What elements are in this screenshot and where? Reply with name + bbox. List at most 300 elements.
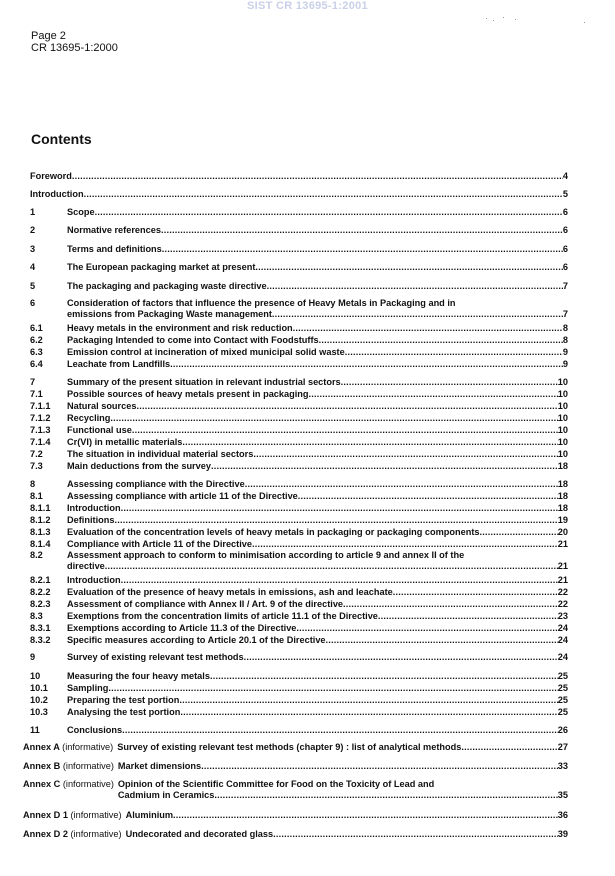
toc-entry-body — [67, 599, 568, 610]
toc-entry[interactable] — [30, 479, 568, 490]
toc-entry-line — [67, 683, 568, 694]
annex-label: Annex D 1 — [23, 810, 68, 820]
toc-entry-line — [67, 335, 568, 346]
toc-entry-body — [67, 527, 568, 538]
toc-entry-line — [67, 587, 568, 598]
toc-entry[interactable] — [30, 539, 568, 550]
scan-speck — [515, 19, 516, 20]
toc-leader-dots — [210, 671, 558, 682]
toc-entry[interactable] — [30, 347, 568, 358]
toc-entry-title: Main deductions from the survey — [67, 461, 211, 471]
toc-entry-body — [30, 171, 568, 182]
toc-entry-body — [67, 635, 568, 646]
toc-section-number: 6 — [30, 298, 36, 308]
toc-entry-line — [30, 189, 568, 200]
toc-entry-line — [67, 437, 568, 448]
toc-entry-title: Opinion of the Scientific Committee for Food on the Toxicity of Lead and — [117, 779, 435, 789]
toc-leader-dots — [244, 652, 558, 663]
toc-entry-body — [67, 515, 568, 526]
scan-speck — [493, 20, 494, 21]
toc-page-number: 7 — [562, 308, 568, 319]
toc-leader-dots — [114, 515, 557, 526]
toc-entry[interactable] — [30, 707, 568, 718]
toc-leader-dots — [214, 790, 557, 801]
toc-entry-line — [126, 810, 568, 821]
toc-section-number: 1 — [30, 207, 36, 217]
toc-page-number: 5 — [562, 189, 568, 199]
toc-entry-title: Introduction — [67, 575, 121, 585]
toc-leader-dots — [267, 281, 563, 292]
toc-entry-title: Heavy metals in the environment and risk reduction — [67, 323, 293, 333]
toc-page-number: 18 — [557, 479, 568, 489]
toc-entry[interactable] — [30, 207, 568, 218]
toc-entry[interactable] — [30, 515, 568, 526]
toc-leader-dots — [298, 491, 558, 502]
toc-leader-dots — [252, 539, 558, 550]
toc-entry-title: Conclusions — [67, 725, 123, 735]
toc-entry-title: Sampling — [67, 683, 109, 693]
toc-entry[interactable] — [30, 335, 568, 346]
toc-entry-line — [67, 359, 568, 370]
toc-entry-body — [67, 389, 568, 400]
toc-page-number: 10 — [557, 413, 568, 423]
toc-section-number: 10 — [30, 671, 41, 681]
annex-label: Annex D 2 — [23, 829, 68, 839]
toc-page-number: 24 — [557, 652, 568, 662]
annex-label-group — [23, 761, 114, 772]
toc-entry[interactable] — [30, 323, 568, 334]
toc-entry-line — [67, 262, 568, 273]
scan-speck — [486, 18, 487, 19]
toc-entry-body — [67, 207, 568, 218]
toc-entry[interactable] — [30, 389, 568, 400]
toc-entry[interactable] — [30, 491, 568, 502]
toc-entry-title: The situation in individual material sectors — [67, 449, 254, 459]
toc-entry-title: Functional use — [67, 425, 132, 435]
toc-section-number: 10.3 — [30, 707, 48, 717]
toc-entry-title: Preparing the test portion — [67, 695, 180, 705]
toc-leader-dots — [272, 309, 563, 320]
toc-entry-line — [67, 281, 568, 292]
toc-leader-dots — [121, 575, 558, 586]
toc-section-number: 11 — [30, 725, 40, 735]
toc-leader-dots — [173, 810, 558, 821]
toc-page-number: 26 — [557, 725, 568, 735]
toc-entry-line — [67, 575, 568, 586]
toc-entry-body — [67, 623, 568, 634]
toc-entry-line — [67, 527, 568, 538]
toc-entry-line — [67, 623, 568, 634]
toc-entry-title: Recycling — [67, 413, 111, 423]
toc-entry-body — [67, 323, 568, 334]
toc-section-number: 10.1 — [30, 683, 48, 693]
toc-entry-title: Evaluation of the presence of heavy metals in emissions, ash and leachate — [67, 587, 393, 597]
toc-leader-dots — [255, 262, 562, 273]
toc-entry-line — [67, 611, 568, 622]
toc-entry-body — [118, 761, 568, 772]
toc-entry-title: Survey of existing relevant test methods — [67, 652, 244, 662]
toc-entry-title: Evaluation of the concentration levels of heavy metals in packaging or packaging components — [67, 527, 480, 537]
toc-leader-dots — [179, 695, 557, 706]
toc-entry-body — [67, 683, 568, 694]
toc-section-number: 8.2.1 — [30, 575, 51, 585]
toc-page-number: 25 — [557, 707, 568, 717]
toc-entry-body — [117, 742, 568, 753]
annex-type: (informative) — [62, 761, 114, 771]
page-number: Page 2 — [31, 30, 66, 42]
toc-entry[interactable] — [30, 359, 568, 370]
toc-section-number: 8.3.2 — [30, 635, 51, 645]
toc-entry[interactable] — [30, 189, 568, 200]
toc-entry-line — [67, 561, 568, 572]
toc-leader-dots — [378, 611, 558, 622]
toc-entry-body — [30, 189, 568, 200]
toc-section-number: 2 — [30, 225, 36, 235]
toc-entry-body — [67, 449, 568, 460]
toc-entry-line — [67, 635, 568, 646]
toc-entry-body — [67, 652, 568, 663]
document-id: CR 13695-1:2000 — [31, 42, 118, 54]
toc-page-number: 25 — [557, 671, 568, 681]
toc-entry-title: Cadmium in Ceramics — [117, 789, 215, 800]
toc-entry-body — [67, 437, 568, 448]
toc-page-number: 25 — [557, 695, 568, 705]
toc-entry-line — [30, 171, 568, 182]
toc-entry-line — [67, 425, 568, 436]
toc-page-number: 39 — [557, 829, 568, 839]
toc-entry[interactable] — [30, 401, 568, 412]
toc-entry[interactable] — [30, 623, 568, 634]
toc-section-number: 8.3 — [30, 611, 43, 621]
toc-entry-line — [67, 695, 568, 706]
toc-entry-body — [67, 425, 568, 436]
toc-section-number: 8.2.3 — [30, 599, 51, 609]
toc-page-number: 27 — [557, 742, 568, 752]
toc-section-number: 8.2 — [30, 550, 43, 560]
toc-entry[interactable] — [30, 652, 568, 663]
toc-entry-title: Exemptions according to Article 11.3 of the Directive — [67, 623, 297, 633]
toc-entry-line — [67, 599, 568, 610]
toc-entry[interactable] — [30, 171, 568, 182]
toc-page-number: 35 — [557, 789, 568, 800]
toc-leader-dots — [309, 389, 558, 400]
toc-entry[interactable] — [30, 599, 568, 610]
toc-page-number: 8 — [562, 323, 568, 333]
toc-page-number: 10 — [557, 389, 568, 399]
toc-entry[interactable] — [30, 527, 568, 538]
toc-page-number: 18 — [557, 503, 568, 513]
toc-entry[interactable] — [30, 695, 568, 706]
toc-entry-line — [118, 761, 568, 772]
toc-leader-dots — [121, 503, 558, 514]
toc-entry-title: Emission control at incineration of mixed municipal solid waste — [67, 347, 345, 357]
toc-annex-entry[interactable] — [23, 742, 568, 753]
toc-entry[interactable] — [30, 635, 568, 646]
toc-entry-body — [67, 695, 568, 706]
toc-section-number: 6.4 — [30, 359, 43, 369]
toc-leader-dots — [480, 527, 558, 538]
toc-section-number: 8.1.3 — [30, 527, 51, 537]
toc-section-number: 7.1.2 — [30, 413, 51, 423]
toc-section-number: 8.1.4 — [30, 539, 51, 549]
toc-entry-line — [67, 491, 568, 502]
toc-entry-body — [67, 479, 568, 490]
toc-entry-title: Assessing compliance with the Directive — [67, 479, 245, 489]
toc-leader-dots — [345, 347, 563, 358]
toc-page-number: 22 — [557, 599, 568, 609]
annex-label-group — [23, 742, 113, 753]
toc-entry[interactable] — [30, 575, 568, 586]
toc-section-number: 7.1 — [30, 389, 43, 399]
toc-entry-body — [67, 298, 568, 319]
toc-section-number: 8.2.2 — [30, 587, 51, 597]
toc-entry-line — [67, 539, 568, 550]
scan-speck — [584, 22, 585, 23]
toc-entry-line — [67, 707, 568, 718]
toc-entry-title: Packaging Intended to come into Contact with Foodstuffs — [67, 335, 319, 345]
annex-type: (informative) — [62, 742, 114, 752]
toc-section-number: 7.3 — [30, 461, 43, 471]
toc-entry-line — [67, 377, 568, 388]
toc-entry-body — [67, 539, 568, 550]
toc-entry[interactable] — [30, 425, 568, 436]
toc-annex-entry[interactable] — [23, 761, 568, 772]
toc-page-number: 10 — [557, 377, 568, 387]
toc-page-number: 22 — [557, 587, 568, 597]
toc-entry[interactable] — [30, 298, 568, 319]
annex-label: Annex C — [23, 779, 61, 789]
toc-entry-title: Foreword — [30, 171, 72, 181]
toc-entry-line — [67, 479, 568, 490]
toc-entry[interactable] — [30, 413, 568, 424]
toc-entry[interactable] — [30, 244, 568, 255]
toc-section-number: 8.3.1 — [30, 623, 51, 633]
toc-entry-body — [67, 611, 568, 622]
toc-page-number: 21 — [557, 575, 568, 585]
toc-entry-body — [67, 359, 568, 370]
toc-entry-title: directive — [67, 560, 105, 571]
toc-entry[interactable] — [30, 449, 568, 460]
toc-entry-title: Market dimensions — [117, 761, 202, 771]
toc-leader-dots — [180, 707, 557, 718]
toc-entry-body — [67, 671, 568, 682]
toc-entry-body — [126, 810, 568, 821]
toc-leader-dots — [296, 623, 557, 634]
toc-entry-body — [67, 244, 568, 255]
toc-leader-dots — [72, 171, 563, 182]
toc-entry-line — [67, 449, 568, 460]
page-header — [31, 30, 118, 54]
toc-entry[interactable] — [30, 377, 568, 388]
toc-entry-body — [67, 262, 568, 273]
annex-type: (informative) — [70, 829, 122, 839]
toc-entry-line — [67, 515, 568, 526]
toc-leader-dots — [293, 323, 563, 334]
toc-entry-body — [67, 401, 568, 412]
toc-entry-line — [67, 461, 568, 472]
toc-leader-dots — [182, 437, 557, 448]
toc-entry[interactable] — [30, 281, 568, 292]
toc-leader-dots — [393, 587, 558, 598]
toc-leader-dots — [162, 244, 563, 255]
toc-entry-title: The European packaging market at present — [67, 262, 256, 272]
toc-leader-dots — [132, 425, 558, 436]
toc-section-number: 10.2 — [30, 695, 48, 705]
toc-entry-body — [67, 503, 568, 514]
toc-section-number: 6.3 — [30, 347, 43, 357]
toc-entry-title: Terms and definitions — [67, 244, 162, 254]
toc-page-number: 23 — [557, 611, 568, 621]
toc-section-number: 8.1.2 — [30, 515, 51, 525]
toc-section-number: 7.2 — [30, 449, 43, 459]
annex-type: (informative) — [62, 779, 114, 789]
toc-entry-title: Scope — [67, 207, 95, 217]
toc-entry-body — [67, 725, 568, 736]
toc-entry-line — [117, 742, 568, 753]
toc-page-number: 21 — [557, 539, 568, 549]
toc-section-number: 4 — [30, 262, 36, 272]
toc-page-number: 6 — [562, 262, 568, 272]
toc-entry[interactable] — [30, 262, 568, 273]
toc-leader-dots — [105, 561, 558, 572]
toc-leader-dots — [273, 829, 558, 840]
toc-page-number: 18 — [557, 491, 568, 501]
toc-entry-body — [67, 550, 568, 571]
toc-leader-dots — [201, 761, 558, 772]
toc-entry-title: Summary of the present situation in relevant industrial sectors — [67, 377, 341, 387]
toc-page-number: 21 — [557, 560, 568, 571]
toc-entry-title: emissions from Packaging Waste management — [67, 308, 272, 319]
toc-entry-line — [67, 309, 568, 320]
toc-section-number: 8.1 — [30, 491, 43, 501]
toc-entry-line — [118, 790, 568, 801]
toc-page-number: 6 — [562, 244, 568, 254]
toc-section-number: 7.1.1 — [30, 401, 51, 411]
annex-label-group — [23, 810, 122, 821]
toc-page-number: 10 — [557, 437, 568, 447]
toc-annex-entry[interactable] — [23, 829, 568, 840]
toc-entry-title: Assessing compliance with article 11 of the Directive — [67, 491, 298, 501]
toc-entry-title: Definitions — [67, 515, 115, 525]
toc-entry-title: Possible sources of heavy metals present in packaging — [67, 389, 309, 399]
toc-page-number: 18 — [557, 461, 568, 471]
annex-label-group — [23, 779, 114, 790]
toc-leader-dots — [253, 449, 557, 460]
toc-entry-line — [67, 207, 568, 218]
toc-entry-body — [67, 281, 568, 292]
toc-entry-title: Measuring the four heavy metals — [67, 671, 210, 681]
toc-entry[interactable] — [30, 461, 568, 472]
toc-page-number: 19 — [557, 515, 568, 525]
toc-entry-title: Normative references — [67, 225, 161, 235]
toc-leader-dots — [84, 189, 563, 200]
toc-annex-entry[interactable] — [23, 779, 568, 800]
toc-entry-body — [118, 779, 568, 800]
toc-entry-body — [67, 461, 568, 472]
toc-entry-body — [67, 413, 568, 424]
toc-section-number: 7 — [30, 377, 36, 387]
toc-entry[interactable] — [30, 503, 568, 514]
toc-page-number: 10 — [557, 401, 568, 411]
toc-entry-body — [67, 377, 568, 388]
toc-entry[interactable] — [30, 725, 568, 736]
toc-page-number: 6 — [562, 207, 568, 217]
toc-entry[interactable] — [30, 671, 568, 682]
toc-leader-dots — [461, 742, 557, 753]
toc-entry-title: Leachate from Landfills — [67, 359, 171, 369]
toc-entry-line — [126, 829, 568, 840]
annex-type: (informative) — [70, 810, 122, 820]
toc-annex-entry[interactable] — [23, 810, 568, 821]
toc-page-number: 33 — [557, 761, 568, 771]
toc-entry[interactable] — [30, 225, 568, 236]
toc-entry-title: Analysing the test portion — [67, 707, 181, 717]
toc-entry-line — [67, 503, 568, 514]
toc-entry-body — [67, 335, 568, 346]
toc-page-number: 9 — [562, 347, 568, 357]
toc-leader-dots — [95, 207, 563, 218]
toc-section-number: 7.1.4 — [30, 437, 51, 447]
toc-section-number: 8.1.1 — [30, 503, 51, 513]
toc-entry[interactable] — [30, 587, 568, 598]
toc-entry-title: Undecorated and decorated glass — [125, 829, 274, 839]
toc-page-number: 10 — [557, 449, 568, 459]
toc-entry-title: Assessment of compliance with Annex II / Art. 9 of the directive — [67, 599, 344, 609]
toc-entry-title: Compliance with Article 11 of the Directive — [67, 539, 252, 549]
toc-entry-body — [126, 829, 568, 840]
annex-label-group — [23, 829, 122, 840]
toc-leader-dots — [343, 599, 558, 610]
toc-page-number: 24 — [557, 635, 568, 645]
annex-label: Annex B — [23, 761, 61, 771]
toc-entry-title: Specific measures according to Article 20.1 of the Directive — [67, 635, 326, 645]
toc-entry-body — [67, 587, 568, 598]
toc-entry-title: Cr(VI) in metallic materials — [67, 437, 183, 447]
toc-leader-dots — [326, 635, 558, 646]
toc-leader-dots — [170, 359, 563, 370]
toc-entry-title: Assessment approach to conform to minimisation according to article 9 and annex II of the — [67, 550, 465, 560]
toc-entry[interactable] — [30, 683, 568, 694]
toc-page-number: 7 — [562, 281, 568, 291]
toc-entry-body — [67, 575, 568, 586]
toc-leader-dots — [319, 335, 563, 346]
toc-section-number: 6.1 — [30, 323, 43, 333]
toc-entry[interactable] — [30, 437, 568, 448]
toc-entry[interactable] — [30, 550, 568, 571]
toc-entry-title: Introduction — [30, 189, 84, 199]
toc-leader-dots — [161, 225, 563, 236]
toc-entry-body — [67, 491, 568, 502]
toc-page-number: 9 — [562, 359, 568, 369]
toc-entry-title: The packaging and packaging waste directive — [67, 281, 267, 291]
toc-entry-line — [67, 389, 568, 400]
scan-speck — [503, 17, 504, 18]
toc-page-number: 24 — [557, 623, 568, 633]
toc-entry-line — [67, 671, 568, 682]
toc-section-number: 6.2 — [30, 335, 43, 345]
toc-leader-dots — [122, 725, 558, 736]
toc-entry[interactable] — [30, 611, 568, 622]
toc-leader-dots — [245, 479, 558, 490]
toc-entry-title: Exemptions from the concentration limits of article 11.1 of the Directive — [67, 611, 378, 621]
toc-section-number: 5 — [30, 281, 36, 291]
toc-page-number: 36 — [557, 810, 568, 820]
toc-entry-body — [67, 707, 568, 718]
toc-entry-line — [67, 347, 568, 358]
toc-entry-title: Natural sources — [67, 401, 137, 411]
toc-entry-line — [67, 413, 568, 424]
toc-leader-dots — [110, 413, 557, 424]
